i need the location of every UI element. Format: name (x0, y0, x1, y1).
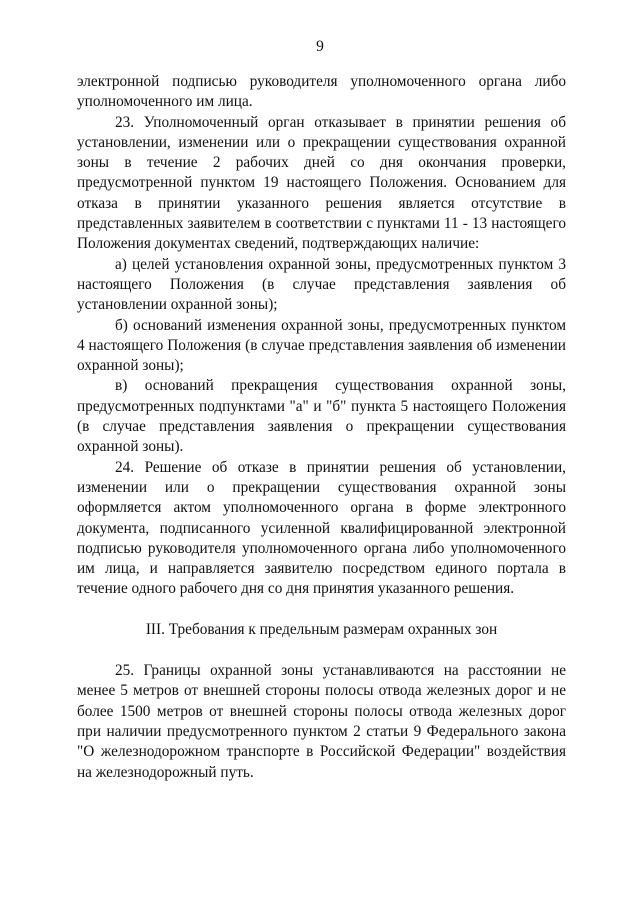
section-heading: III. Требования к предельным размерам охранных зон (145, 620, 498, 638)
paragraph-24: 24. Решение об отказе в принятии решения об установлении, изменении или о прекращении существования охранной зоны оформляется актом уполномоченного органа в форме электронного документа, подписанного усиленной квалифицированной электронной подписью руководителя уполномоченного органа либо уполномоченного им лица, и направляется заявителю посредством единого портала в течение одного рабочего дня со дня принятия указанного решения. (77, 458, 566, 598)
page-number: 9 (316, 38, 324, 55)
paragraph-continuation: электронной подписью руководителя уполномоченного органа либо уполномоченного им лица. (77, 73, 566, 111)
paragraph-25: 25. Границы охранной зоны устанавливаются на расстоянии не менее 5 метров от внешней стороны полосы отвода железных дорог и не более 1500 метров от внешней стороны полосы отвода железных дорог при наличии предусмотренного пунктом 2 статьи 9 Федерального закона "О железнодорожном транспорте в Российской Федерации" воздействия на железнодорожный путь. (77, 662, 566, 781)
paragraph-23-v: в) оснований прекращения существования охранной зоны, предусмотренных подпунктами "а" и "б" пункта 5 настоящего Положения (в случае представления заявления о прекращении существования охранной зоны). (77, 377, 566, 456)
paragraph-23-b: б) оснований изменения охранной зоны, предусмотренных пунктом 4 настоящего Положения (в случае представления заявления об изменении охранной зоны); (77, 316, 566, 375)
paragraph-23-a: а) целей установления охранной зоны, предусмотренных пунктом 3 настоящего Положения (в случае представления заявления об установлении охранной зоны); (77, 255, 566, 314)
paragraph-23: 23. Уполномоченный орган отказывает в принятии решения об установлении, изменении или о прекращении существования охранной зоны в течение 2 рабочих дней со дня окончания проверки, предусмотренной пунктом 19 настоящего Положения. Основанием для отказа в принятии указанного решения является отсутствие в представленных заявителем в соответствии с пунктами 11 - 13 настоящего Положения документах сведений, подтверждающих наличие: (77, 113, 566, 253)
document-body (77, 72, 566, 783)
